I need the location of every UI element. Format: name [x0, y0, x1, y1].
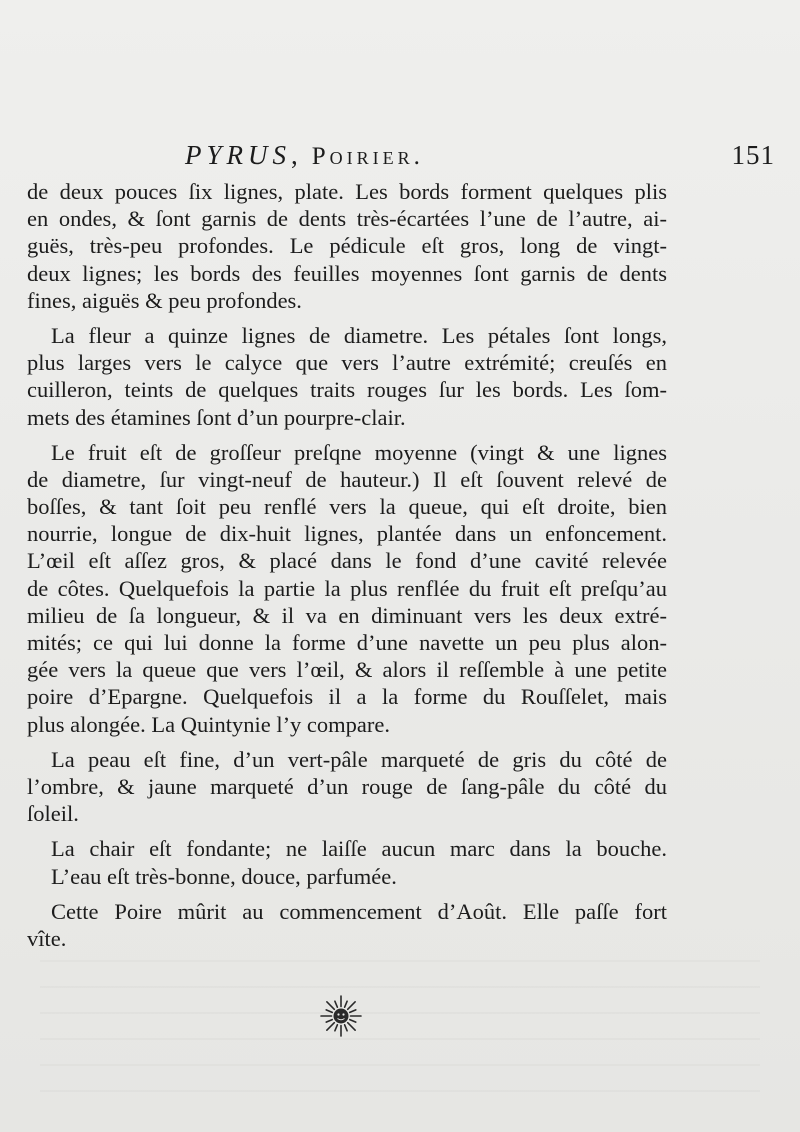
paragraph-gap [27, 890, 667, 898]
text-line: La fleur a quinze lignes de diametre. Les pétales ſont longs, [51, 322, 667, 348]
ornament-ray [348, 1002, 355, 1009]
ornament-ray [327, 1023, 334, 1030]
text-line: ſoleil. [27, 801, 79, 827]
header-species: Poirier. [311, 143, 424, 170]
ornament-ray [350, 1020, 356, 1022]
text-line: poire d’Epargne. Quelquefois il a la forme du Rouſſelet, mais [27, 684, 667, 710]
sun-ornament-icon [319, 994, 363, 1038]
paragraph-gap [27, 827, 667, 835]
text-line: plus larges vers le calyce que vers l’autre extrémité; creuſés en [27, 350, 667, 376]
ornament-ray [350, 1010, 356, 1012]
ornament-ray [335, 1025, 337, 1031]
text-line: boſſes, & tant ſoit peu renflé vers la queue, qui eſt droite, bien [27, 494, 667, 520]
text-line: de diametre, ſur vingt-neuf de hauteur.) Il eſt ſouvent relevé de [27, 466, 667, 492]
text-line: plus alongée. La Quintynie l’y compare. [27, 711, 391, 737]
header-comma: , [291, 140, 298, 170]
text-line: vîte. [27, 925, 67, 951]
text-line: cuilleron, teints de quelques traits rouges ſur les bords. Les ſom- [27, 377, 667, 403]
bleed-through-shadow [40, 960, 760, 1100]
text-line: La chair eſt fondante; ne laiſſe aucun marc dans la bouche. [51, 836, 667, 862]
text-line: La peau eſt fine, d’un vert-pâle marqueté de gris du côté de [51, 746, 667, 772]
text-line: guës, très-peu profondes. Le pédicule eſt gros, long de vingt- [27, 233, 667, 259]
text-line: l’ombre, & jaune marqueté d’un rouge de ſang-pâle du côté du [27, 773, 667, 799]
text-line: Cette Poire mûrit au commencement d’Août. Elle paſſe fort [51, 898, 667, 924]
header-genus: PYRUS [185, 140, 291, 170]
text-line: mités; ce qui lui donne la forme d’une navette un peu plus alon- [27, 630, 667, 655]
text-line: mets des étamines ſont d’un pourpre-clair. [27, 404, 406, 430]
text-line: L’eau eſt très-bonne, douce, parfumée. [51, 863, 397, 889]
paragraph-gap [27, 738, 667, 746]
text-line: L’œil eſt aſſez gros, & placé dans le fond d’une cavité relevée [27, 548, 667, 574]
text-line: deux lignes; les bords des feuilles moyennes ſont garnis de dents [27, 260, 667, 286]
ornament-ray [326, 1010, 332, 1012]
page-number: 151 [731, 140, 775, 170]
ornament-ray [348, 1023, 355, 1030]
text-line: fines, aiguës & peu profondes. [27, 287, 302, 313]
ornament-ray [345, 1025, 347, 1031]
ornament-ray [327, 1002, 334, 1009]
ornament-ray [335, 1001, 337, 1007]
text-line: en ondes, & ſont garnis de dents très-écartées l’une de l’autre, ai- [27, 206, 667, 232]
ornament-ray [326, 1020, 332, 1022]
ornament-ray [345, 1001, 347, 1007]
text-line: de deux pouces ſix lignes, plate. Les bords forment quelques plis [27, 179, 667, 204]
body-text [27, 178, 667, 952]
paragraph-gap [27, 314, 667, 322]
text-line: de côtes. Quelquefois la partie la plus renflée du fruit eſt preſqu’au [27, 575, 667, 601]
text-line: milieu de ſa longueur, & il va en diminuant vers les deux extré- [27, 602, 667, 628]
text-line: gée vers la queue que vers l’œil, & alors il reſſemble à une petite [27, 657, 667, 683]
text-line: nourrie, longue de dix-huit lignes, plantée dans un enfoncement. [27, 521, 667, 547]
running-header [185, 140, 775, 180]
paragraph-gap [27, 431, 667, 439]
text-line: Le fruit eſt de groſſeur preſqne moyenne (vingt & une lignes [51, 439, 667, 465]
